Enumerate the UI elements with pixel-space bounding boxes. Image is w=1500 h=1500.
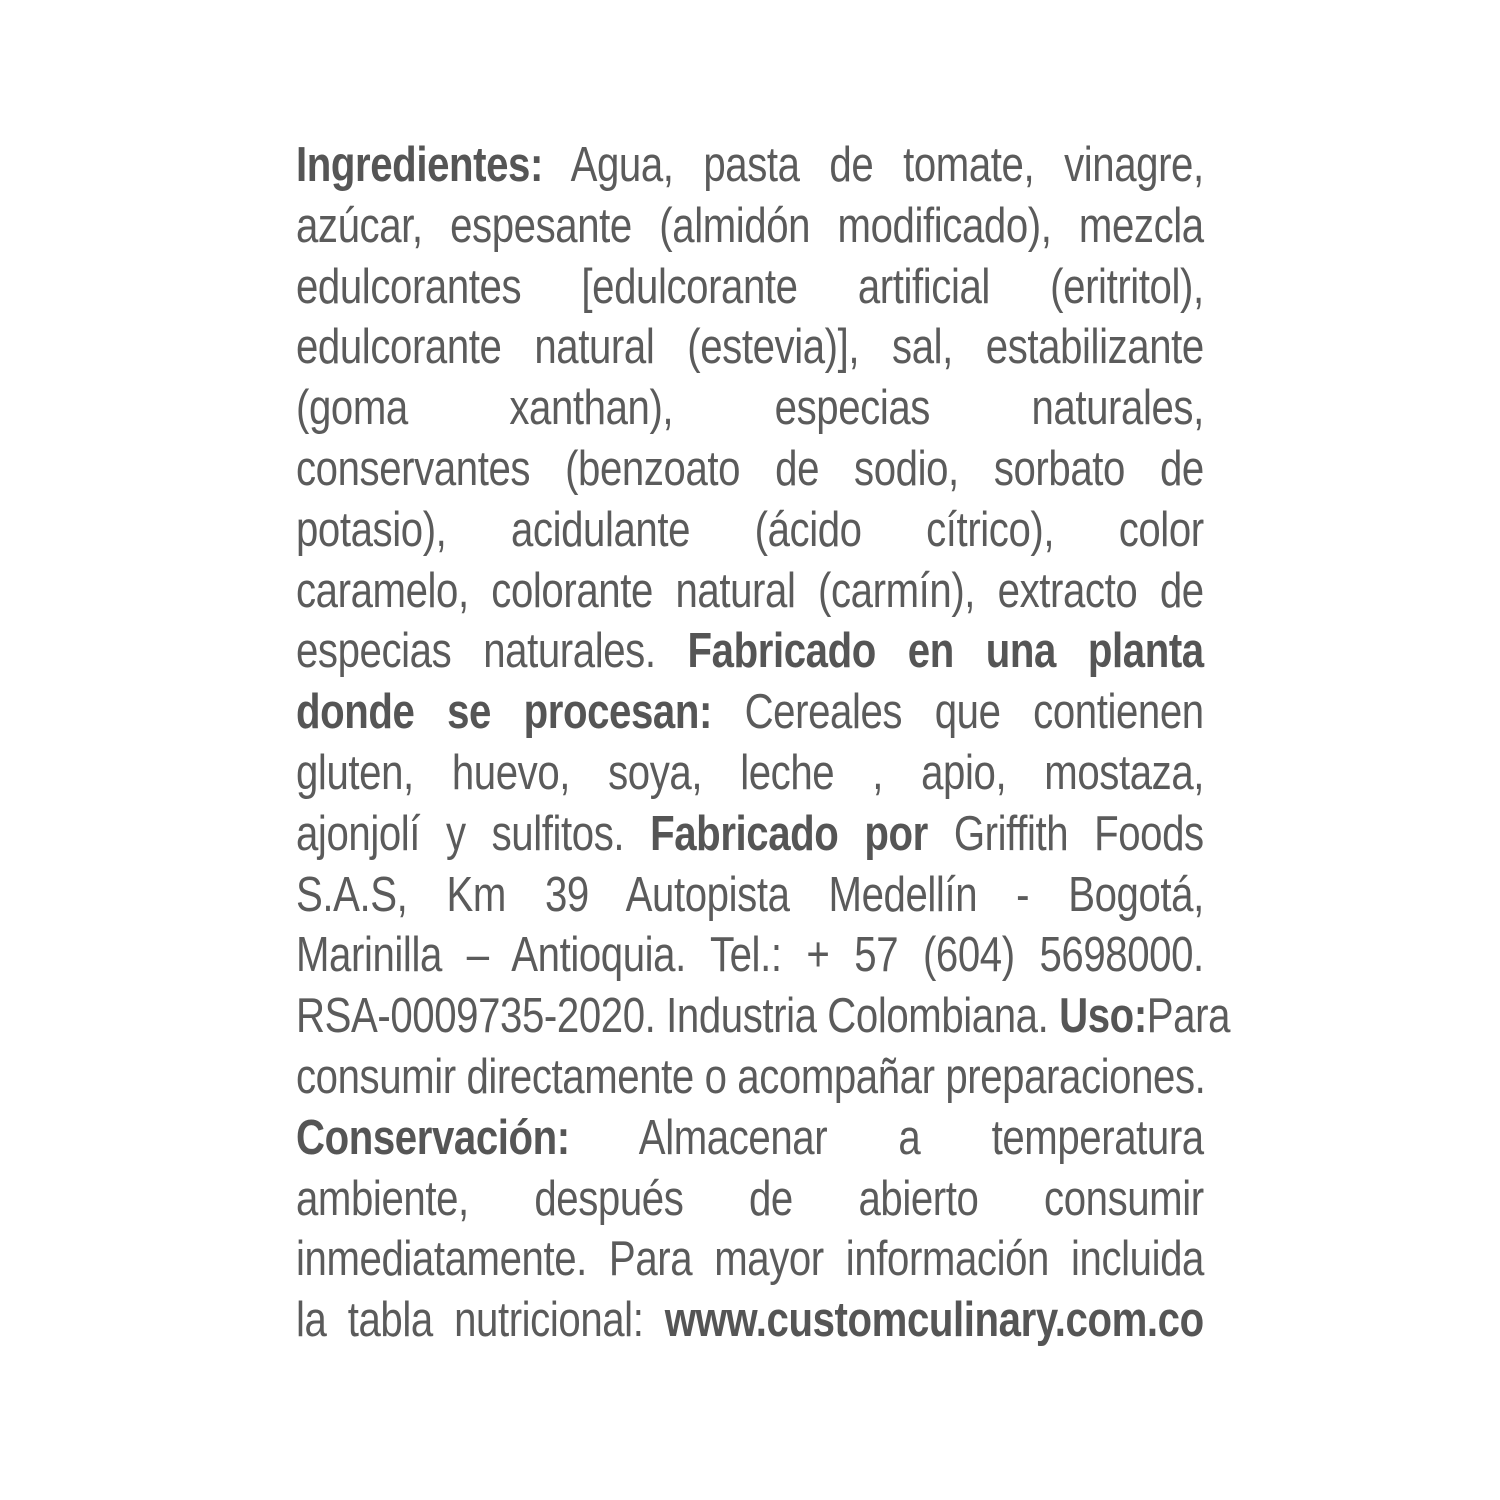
label-line-10: donde se procesan: Cereales que contienen <box>296 685 1204 740</box>
website-url: www.customculinary.com.co <box>664 1293 1204 1348</box>
label-line-1: Ingredientes: Agua, pasta de tomate, vinagre, <box>296 138 1204 192</box>
manufactured-facility-heading: Fabricado en una planta <box>687 624 1204 679</box>
label-line-11: gluten, huevo, soya, leche , apio, mostaza, <box>296 745 1205 800</box>
label-line-13: S.A.S, Km 39 Autopista Medellín - Bogotá, <box>296 867 1204 922</box>
label-line-8: caramelo, colorante natural (carmín), extracto de <box>296 563 1204 618</box>
ingredients-heading: Ingredientes: <box>296 138 543 192</box>
label-line-2: azúcar, espesante (almidón modificado), mezcla <box>296 198 1204 253</box>
label-line-6: conservantes (benzoato de sodio, sorbato de <box>296 441 1204 496</box>
storage-heading: Conservación: <box>296 1110 570 1165</box>
label-line-5: (goma xanthan), especias naturales, <box>296 381 1204 436</box>
label-line-3: edulcorantes [edulcorante artificial (eritritol), <box>296 259 1204 314</box>
manufactured-by-heading: Fabricado por <box>650 806 928 861</box>
label-line-16: consumir directamente o acompañar preparaciones. <box>296 1049 1206 1104</box>
label-line-17: Conservación: Almacenar a temperatura <box>296 1110 1204 1165</box>
usage-heading: Uso: <box>1059 989 1147 1044</box>
processed-heading: donde se procesan: <box>296 685 712 740</box>
label-line-20: la tabla nutricional: www.customculinary.com.co <box>296 1293 1204 1348</box>
label-line-4: edulcorante natural (estevia)], sal, estabilizante <box>296 320 1204 375</box>
label-line-12: ajonjolí y sulfitos. Fabricado por Griffith Foods <box>296 806 1204 861</box>
label-line-19: inmediatamente. Para mayor información incluida <box>296 1232 1204 1287</box>
label-line-15: RSA-0009735-2020. Industria Colombiana. Uso:Para <box>296 989 1231 1044</box>
label-line-9: especias naturales. Fabricado en una planta <box>296 624 1204 679</box>
label-line-7: potasio), acidulante (ácido cítrico), color <box>296 502 1204 557</box>
ingredients-label-text <box>296 135 1231 1351</box>
label-line-14: Marinilla – Antioquia. Tel.: + 57 (604) 5698000. <box>296 928 1204 983</box>
label-line-18: ambiente, después de abierto consumir <box>296 1171 1204 1226</box>
